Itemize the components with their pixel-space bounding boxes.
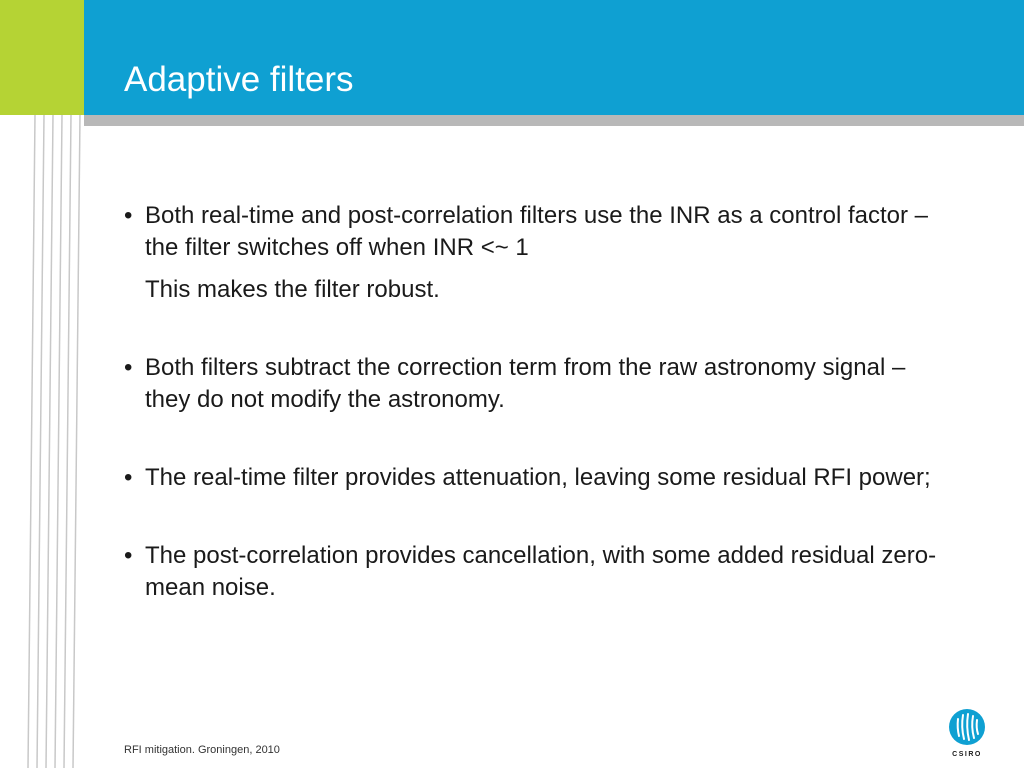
bullet-item (124, 352, 954, 416)
bullet-item (124, 540, 954, 604)
header-divider (84, 115, 1024, 126)
bullet-text: The post-correlation provides cancellation, with some added residual zero-mean noise. (145, 542, 937, 601)
bullet-marker: • (124, 202, 133, 229)
csiro-logo-icon (944, 706, 990, 758)
bullet-subtext: This makes the filter robust. (145, 276, 440, 303)
footer-text: RFI mitigation. Groningen, 2010 (124, 744, 280, 756)
bullet-list (124, 200, 954, 650)
bullet-item (124, 200, 954, 306)
bullet-text: Both filters subtract the correction term from the raw astronomy signal – they do not modify the astronomy. (145, 354, 906, 413)
bullet-text: The real-time filter provides attenuation, leaving some residual RFI power; (145, 464, 931, 491)
decorative-vertical-lines (0, 0, 84, 768)
bullet-marker: • (124, 354, 133, 381)
page-title: Adaptive filters (124, 60, 354, 99)
bullet-marker: • (124, 464, 133, 491)
logo-wordmark: CSIRO (952, 751, 982, 758)
bullet-marker: • (124, 542, 133, 569)
bullet-item (124, 462, 954, 494)
bullet-text: Both real-time and post-correlation filters use the INR as a control factor – the filter switches off when INR <~ 1 (145, 202, 929, 261)
